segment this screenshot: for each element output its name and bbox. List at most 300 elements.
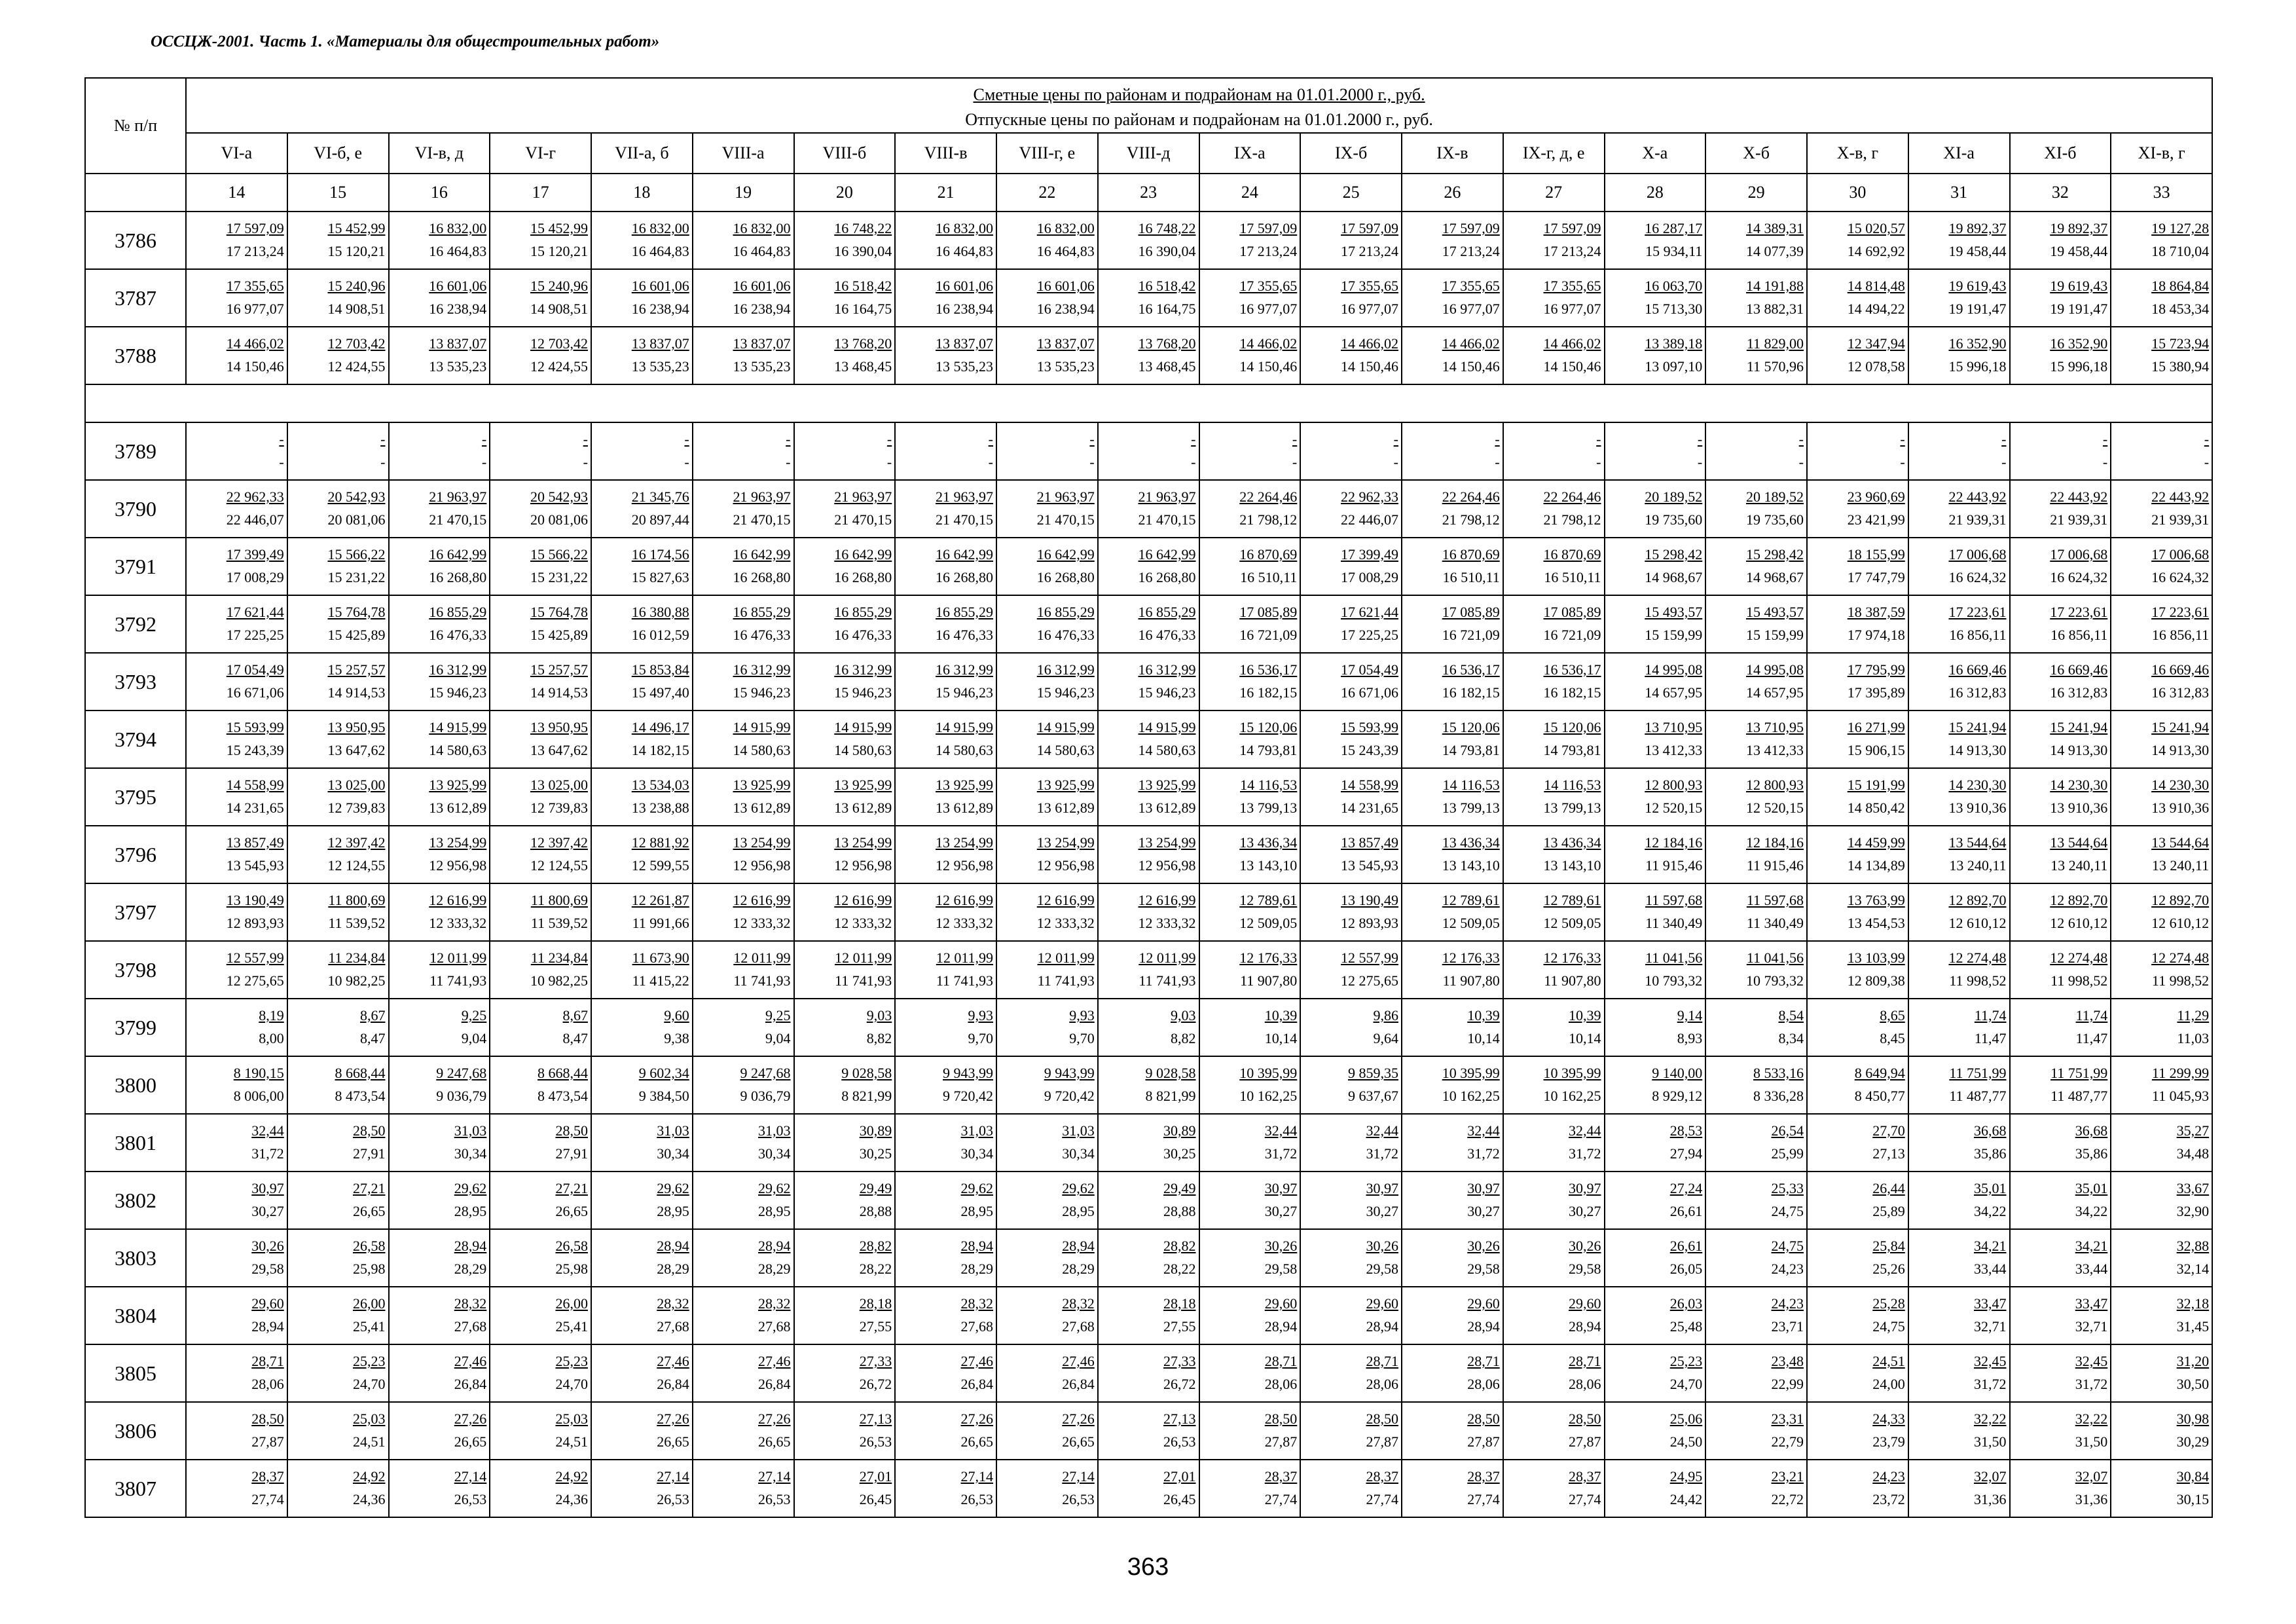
release-price: 16 476,33 xyxy=(733,627,791,643)
release-price: 19 735,60 xyxy=(1645,511,1703,528)
table-row xyxy=(85,999,2212,1056)
estimated-price: 15 853,84 xyxy=(631,661,689,678)
release-price: 19 735,60 xyxy=(1746,511,1804,528)
price-cell xyxy=(490,1287,591,1344)
estimated-price: 14 466,02 xyxy=(226,335,284,352)
price-cell xyxy=(1098,768,1199,826)
release-price: 28,95 xyxy=(1062,1203,1095,1219)
price-cell xyxy=(186,1287,287,1344)
release-price: 15 906,15 xyxy=(1847,742,1905,758)
release-price: 24,23 xyxy=(1771,1261,1804,1277)
price-cell xyxy=(1199,480,1301,538)
release-price: 12 509,05 xyxy=(1239,915,1298,931)
release-price: 27,91 xyxy=(555,1145,588,1162)
estimated-price: 12 616,99 xyxy=(1138,892,1196,908)
table-row xyxy=(85,1172,2212,1229)
release-price: 17 213,24 xyxy=(1341,243,1398,259)
price-cell xyxy=(996,422,1098,480)
estimated-price: 28,32 xyxy=(960,1295,993,1312)
release-price: 24,36 xyxy=(555,1491,588,1507)
estimated-price: 13 925,99 xyxy=(834,777,892,793)
estimated-price: - xyxy=(1191,431,1196,447)
price-cell xyxy=(895,538,996,595)
price-cell xyxy=(1605,1460,1706,1517)
release-price: 9,70 xyxy=(968,1030,993,1046)
release-price: 15 425,89 xyxy=(327,627,386,643)
estimated-price: 9,25 xyxy=(765,1007,791,1024)
release-price: 25,48 xyxy=(1669,1318,1703,1335)
release-price: 16 182,15 xyxy=(1239,684,1298,701)
price-cell xyxy=(1098,269,1199,327)
price-cell xyxy=(2010,1172,2111,1229)
price-cell xyxy=(287,538,389,595)
release-price: 16 856,11 xyxy=(2151,627,2210,643)
release-price: 27,87 xyxy=(1264,1433,1298,1450)
release-price: 26,65 xyxy=(555,1203,588,1219)
price-cell xyxy=(1807,1172,1908,1229)
release-price: 13 612,89 xyxy=(936,800,993,816)
price-cell xyxy=(287,883,389,941)
release-price: 13 910,36 xyxy=(1948,800,2007,816)
price-cell xyxy=(1705,1172,1807,1229)
price-cell xyxy=(1300,1172,1402,1229)
release-price: - xyxy=(1900,454,1905,470)
estimated-price: - xyxy=(988,431,993,447)
estimated-price: 14 230,30 xyxy=(2151,777,2210,793)
price-cell xyxy=(1098,1114,1199,1172)
release-price: 31,72 xyxy=(1264,1145,1298,1162)
release-price: 16 624,32 xyxy=(2050,569,2108,585)
release-price: 13 545,93 xyxy=(226,857,284,874)
release-price: 16 510,11 xyxy=(1544,569,1601,585)
price-cell xyxy=(1908,1402,2010,1460)
price-cell xyxy=(693,999,794,1056)
release-price: 31,72 xyxy=(1366,1145,1398,1162)
release-price: 31,50 xyxy=(2075,1433,2108,1450)
column-number: 32 xyxy=(2010,174,2111,212)
price-cell xyxy=(794,826,896,883)
estimated-price: 17 621,44 xyxy=(226,604,284,620)
price-cell xyxy=(1300,653,1402,710)
estimated-price: 27,26 xyxy=(454,1411,487,1427)
release-price: 26,84 xyxy=(1062,1376,1095,1392)
price-cell xyxy=(2010,1460,2111,1517)
price-cell xyxy=(2010,1229,2111,1287)
estimated-price: 16 855,29 xyxy=(733,604,791,620)
release-price: 26,65 xyxy=(657,1433,689,1450)
estimated-price: 29,49 xyxy=(859,1180,892,1196)
release-price: 13 612,89 xyxy=(733,800,791,816)
release-price: 28,94 xyxy=(1366,1318,1398,1335)
release-price: 15 946,23 xyxy=(429,684,487,701)
region-header: IX-а xyxy=(1199,133,1301,174)
price-cell xyxy=(794,480,896,538)
price-cell xyxy=(490,538,591,595)
estimated-price: 13 837,07 xyxy=(733,335,791,352)
price-cell xyxy=(693,1287,794,1344)
estimated-price: 14 915,99 xyxy=(429,719,487,735)
region-header: VIII-б xyxy=(794,133,896,174)
price-cell xyxy=(2010,480,2111,538)
estimated-price: 21 345,76 xyxy=(631,489,689,505)
price-cell xyxy=(2111,1402,2212,1460)
release-price: 14 077,39 xyxy=(1746,243,1804,259)
estimated-price: 22 443,92 xyxy=(1948,489,2007,505)
price-cell xyxy=(794,653,896,710)
estimated-price: 13 837,07 xyxy=(631,335,689,352)
estimated-price: - xyxy=(684,431,689,447)
release-price: 8,93 xyxy=(1677,1030,1703,1046)
estimated-price: 29,62 xyxy=(454,1180,487,1196)
row-number: 3796 xyxy=(85,826,186,883)
estimated-price: 14 116,53 xyxy=(1442,777,1500,793)
release-price: 20 897,44 xyxy=(631,511,689,528)
estimated-price: 10 395,99 xyxy=(1239,1065,1298,1081)
estimated-price: 29,62 xyxy=(960,1180,993,1196)
price-cell xyxy=(794,1172,896,1229)
estimated-price: 25,03 xyxy=(353,1411,386,1427)
release-price: 14 914,53 xyxy=(530,684,588,701)
price-cell xyxy=(490,212,591,269)
estimated-price: 8 668,44 xyxy=(335,1065,386,1081)
price-cell xyxy=(1402,1056,1503,1114)
price-cell xyxy=(1402,883,1503,941)
estimated-price: - xyxy=(583,431,588,447)
estimated-price: 17 399,49 xyxy=(226,546,284,563)
estimated-price: 15 566,22 xyxy=(530,546,588,563)
estimated-price: 24,23 xyxy=(1872,1468,1905,1485)
estimated-price: 24,95 xyxy=(1669,1468,1703,1485)
estimated-price: 17 355,65 xyxy=(1341,278,1398,294)
release-price: 16 182,15 xyxy=(1543,684,1601,701)
release-price: 34,22 xyxy=(1974,1203,2007,1219)
price-cell xyxy=(186,480,287,538)
estimated-price: 17 006,68 xyxy=(2151,546,2210,563)
estimated-price: 35,01 xyxy=(2075,1180,2108,1196)
release-price: 30,34 xyxy=(960,1145,993,1162)
estimated-price: 14 558,99 xyxy=(1341,777,1398,793)
release-price: 9 036,79 xyxy=(740,1088,791,1104)
price-cell xyxy=(186,269,287,327)
release-price: 12 333,32 xyxy=(1036,915,1095,931)
estimated-price: - xyxy=(2001,431,2007,447)
release-price: 24,50 xyxy=(1669,1433,1703,1450)
estimated-price: 14 466,02 xyxy=(1543,335,1601,352)
estimated-price: 28,82 xyxy=(859,1238,892,1254)
price-cell xyxy=(1605,1402,1706,1460)
price-cell xyxy=(1807,269,1908,327)
estimated-price: 12 011,99 xyxy=(936,950,993,966)
price-cell xyxy=(2010,1344,2111,1402)
release-price: 30,27 xyxy=(1264,1203,1298,1219)
estimated-price: 28,94 xyxy=(454,1238,487,1254)
release-price: 11 570,96 xyxy=(1746,358,1804,375)
estimated-price: 16 642,99 xyxy=(936,546,993,563)
price-cell xyxy=(1705,269,1807,327)
estimated-price: 13 254,99 xyxy=(733,834,791,851)
estimated-price: 13 544,64 xyxy=(2151,834,2210,851)
estimated-price: 16 601,06 xyxy=(631,278,689,294)
estimated-price: 15 452,99 xyxy=(327,220,386,236)
release-price: 13 468,45 xyxy=(1138,358,1196,375)
release-price: 14 231,65 xyxy=(226,800,284,816)
price-cell xyxy=(693,653,794,710)
release-price: 27,68 xyxy=(657,1318,689,1335)
release-price: 11,03 xyxy=(2177,1030,2210,1046)
estimated-price: 12 881,92 xyxy=(631,834,689,851)
release-price: 11 907,80 xyxy=(1240,972,1298,989)
release-price: 29,58 xyxy=(1366,1261,1398,1277)
price-cell xyxy=(591,212,693,269)
release-price: 10 162,25 xyxy=(1239,1088,1298,1104)
release-price: 32,71 xyxy=(1974,1318,2007,1335)
estimated-price: 30,84 xyxy=(2176,1468,2210,1485)
estimated-price: 13 544,64 xyxy=(2050,834,2108,851)
price-cell xyxy=(287,1229,389,1287)
price-cell xyxy=(186,883,287,941)
release-price: 13 545,93 xyxy=(1341,857,1398,874)
release-price: 19 191,47 xyxy=(2050,301,2108,317)
price-cell xyxy=(1807,1114,1908,1172)
price-cell xyxy=(1199,710,1301,768)
price-cell xyxy=(895,1402,996,1460)
release-price: 27,74 xyxy=(251,1491,284,1507)
release-price: 16 390,04 xyxy=(834,243,892,259)
price-cell xyxy=(794,941,896,999)
price-cell xyxy=(1908,422,2010,480)
estimated-price: 26,44 xyxy=(1872,1180,1905,1196)
estimated-price: 32,44 xyxy=(1467,1122,1500,1139)
release-price: 24,51 xyxy=(555,1433,588,1450)
row-number: 3804 xyxy=(85,1287,186,1344)
estimated-price: 8 668,44 xyxy=(538,1065,588,1081)
price-cell xyxy=(1199,212,1301,269)
price-cell xyxy=(1199,327,1301,384)
release-price: 9,04 xyxy=(765,1030,791,1046)
price-cell xyxy=(287,1172,389,1229)
estimated-price: 33,47 xyxy=(2075,1295,2108,1312)
release-price: 13 240,11 xyxy=(2050,857,2108,874)
price-cell xyxy=(1402,653,1503,710)
price-cell xyxy=(1908,999,2010,1056)
row-number: 3805 xyxy=(85,1344,186,1402)
row-number: 3790 xyxy=(85,480,186,538)
release-price: 8 821,99 xyxy=(841,1088,892,1104)
price-cell xyxy=(1098,422,1199,480)
price-cell xyxy=(794,327,896,384)
release-price: 13 143,10 xyxy=(1239,857,1298,874)
price-cell xyxy=(1199,941,1301,999)
price-cell xyxy=(2111,1344,2212,1402)
price-cell xyxy=(794,422,896,480)
price-cell xyxy=(1199,1402,1301,1460)
estimated-price: 26,58 xyxy=(555,1238,588,1254)
price-cell xyxy=(693,1402,794,1460)
release-price: 16 268,80 xyxy=(1138,569,1196,585)
price-cell xyxy=(1503,941,1605,999)
price-cell xyxy=(287,768,389,826)
price-cell xyxy=(1705,883,1807,941)
price-cell xyxy=(1807,883,1908,941)
row-number: 3806 xyxy=(85,1402,186,1460)
price-cell xyxy=(996,327,1098,384)
region-header: IX-б xyxy=(1300,133,1402,174)
price-cell xyxy=(895,826,996,883)
table-row xyxy=(85,480,2212,538)
release-price: 30,50 xyxy=(2176,1376,2210,1392)
release-price: 21 470,15 xyxy=(936,511,993,528)
estimated-price: 26,61 xyxy=(1669,1238,1703,1254)
region-header: VI-а xyxy=(186,133,287,174)
estimated-price: 16 669,46 xyxy=(2050,661,2108,678)
table-row xyxy=(85,826,2212,883)
price-cell xyxy=(1705,1287,1807,1344)
table-row xyxy=(85,212,2212,269)
release-price: 28,22 xyxy=(859,1261,892,1277)
price-cell xyxy=(287,595,389,653)
price-cell xyxy=(591,999,693,1056)
estimated-price: 27,26 xyxy=(758,1411,791,1427)
estimated-price: 13 925,99 xyxy=(1138,777,1196,793)
price-cell xyxy=(2111,1056,2212,1114)
release-price: 13 799,13 xyxy=(1239,800,1298,816)
price-cell xyxy=(591,826,693,883)
price-cell xyxy=(490,1172,591,1229)
price-cell xyxy=(693,710,794,768)
price-cell xyxy=(1605,480,1706,538)
estimated-price: 15 764,78 xyxy=(327,604,386,620)
price-cell xyxy=(1807,1402,1908,1460)
release-price: 16 238,94 xyxy=(733,301,791,317)
price-cell xyxy=(1503,480,1605,538)
release-price: 17 974,18 xyxy=(1847,627,1905,643)
price-cell xyxy=(287,1344,389,1402)
release-price: 17 008,29 xyxy=(1341,569,1398,585)
price-cell xyxy=(1908,538,2010,595)
price-cell xyxy=(1908,710,2010,768)
release-price: 13 799,13 xyxy=(1442,800,1500,816)
estimated-price: 33,47 xyxy=(1974,1295,2007,1312)
release-price: 16 977,07 xyxy=(1341,301,1398,317)
price-cell xyxy=(1807,1460,1908,1517)
release-price: 28,94 xyxy=(1467,1318,1500,1335)
price-cell xyxy=(996,710,1098,768)
estimated-price: 21 963,97 xyxy=(936,489,993,505)
release-price: 14 913,30 xyxy=(2151,742,2210,758)
release-price: 10 162,25 xyxy=(1442,1088,1500,1104)
estimated-price: 32,07 xyxy=(2075,1468,2108,1485)
estimated-price: 17 795,99 xyxy=(1847,661,1905,678)
release-price: 11 998,52 xyxy=(2151,972,2210,989)
estimated-price: 15 240,96 xyxy=(327,278,386,294)
column-number: 29 xyxy=(1705,174,1807,212)
estimated-price: 29,60 xyxy=(1569,1295,1601,1312)
release-price: 10,14 xyxy=(1569,1030,1601,1046)
estimated-price: 16 536,17 xyxy=(1239,661,1298,678)
release-price: 22 446,07 xyxy=(226,511,284,528)
estimated-price: 13 950,95 xyxy=(530,719,588,735)
release-price: 16 238,94 xyxy=(1036,301,1095,317)
estimated-price: 28,94 xyxy=(657,1238,689,1254)
release-price: 14 793,81 xyxy=(1543,742,1601,758)
release-price: 27,68 xyxy=(1062,1318,1095,1335)
price-cell xyxy=(1605,941,1706,999)
estimated-price: - xyxy=(1900,431,1905,447)
release-price: 13 143,10 xyxy=(1543,857,1601,874)
price-cell xyxy=(389,826,490,883)
estimated-price: 12 789,61 xyxy=(1442,892,1500,908)
estimated-price: 12 557,99 xyxy=(1341,950,1398,966)
price-cell xyxy=(1807,212,1908,269)
release-price: - xyxy=(1089,454,1095,470)
price-cell xyxy=(1199,1287,1301,1344)
release-price: 16 312,83 xyxy=(2050,684,2108,701)
region-header: VIII-в xyxy=(895,133,996,174)
release-price: 15 946,23 xyxy=(1138,684,1196,701)
price-cell xyxy=(2010,653,2111,710)
table-row xyxy=(85,327,2212,384)
price-cell xyxy=(693,1056,794,1114)
estimated-price: 30,97 xyxy=(1264,1180,1298,1196)
separator-cell xyxy=(85,384,2212,422)
estimated-price: 30,26 xyxy=(251,1238,284,1254)
price-cell xyxy=(1199,999,1301,1056)
price-cell xyxy=(1098,1460,1199,1517)
row-number: 3801 xyxy=(85,1114,186,1172)
price-cell xyxy=(490,1402,591,1460)
release-price: 10,14 xyxy=(1467,1030,1500,1046)
release-price: - xyxy=(2001,454,2007,470)
release-price: 26,65 xyxy=(353,1203,386,1219)
price-cell xyxy=(1199,269,1301,327)
estimated-price: 15 257,57 xyxy=(530,661,588,678)
release-price: 13 612,89 xyxy=(1036,800,1095,816)
estimated-price: 15 723,94 xyxy=(2151,335,2210,352)
row-number: 3787 xyxy=(85,269,186,327)
estimated-price: 16 855,29 xyxy=(1036,604,1095,620)
release-price: 12 275,65 xyxy=(226,972,284,989)
estimated-price: 16 536,17 xyxy=(1543,661,1601,678)
release-price: 33,44 xyxy=(1974,1261,2007,1277)
estimated-price: 25,23 xyxy=(353,1353,386,1369)
release-price: 16 977,07 xyxy=(1442,301,1500,317)
price-cell xyxy=(2111,1287,2212,1344)
release-price: 21 470,15 xyxy=(733,511,791,528)
release-price: 28,88 xyxy=(1163,1203,1196,1219)
estimated-price: 28,50 xyxy=(555,1122,588,1139)
estimated-price: 16 855,29 xyxy=(1138,604,1196,620)
release-price: 28,88 xyxy=(859,1203,892,1219)
release-price: 25,99 xyxy=(1771,1145,1804,1162)
estimated-price: 14 496,17 xyxy=(631,719,689,735)
column-number: 24 xyxy=(1199,174,1301,212)
estimated-price: 16 855,29 xyxy=(936,604,993,620)
release-price: 11 741,93 xyxy=(429,972,487,989)
release-price: 14 580,63 xyxy=(1138,742,1196,758)
release-price: 25,89 xyxy=(1872,1203,1905,1219)
estimated-price: 12 616,99 xyxy=(936,892,993,908)
release-price: 21 939,31 xyxy=(1948,511,2007,528)
release-price: 12 893,93 xyxy=(226,915,284,931)
estimated-price: 25,03 xyxy=(555,1411,588,1427)
release-price: 16 464,83 xyxy=(936,243,993,259)
price-cell xyxy=(186,1229,287,1287)
estimated-price: 16 669,46 xyxy=(2151,661,2210,678)
estimated-price: 12 176,33 xyxy=(1239,950,1298,966)
release-price: 15 120,21 xyxy=(327,243,386,259)
estimated-price: 28,32 xyxy=(454,1295,487,1312)
price-cell xyxy=(895,768,996,826)
